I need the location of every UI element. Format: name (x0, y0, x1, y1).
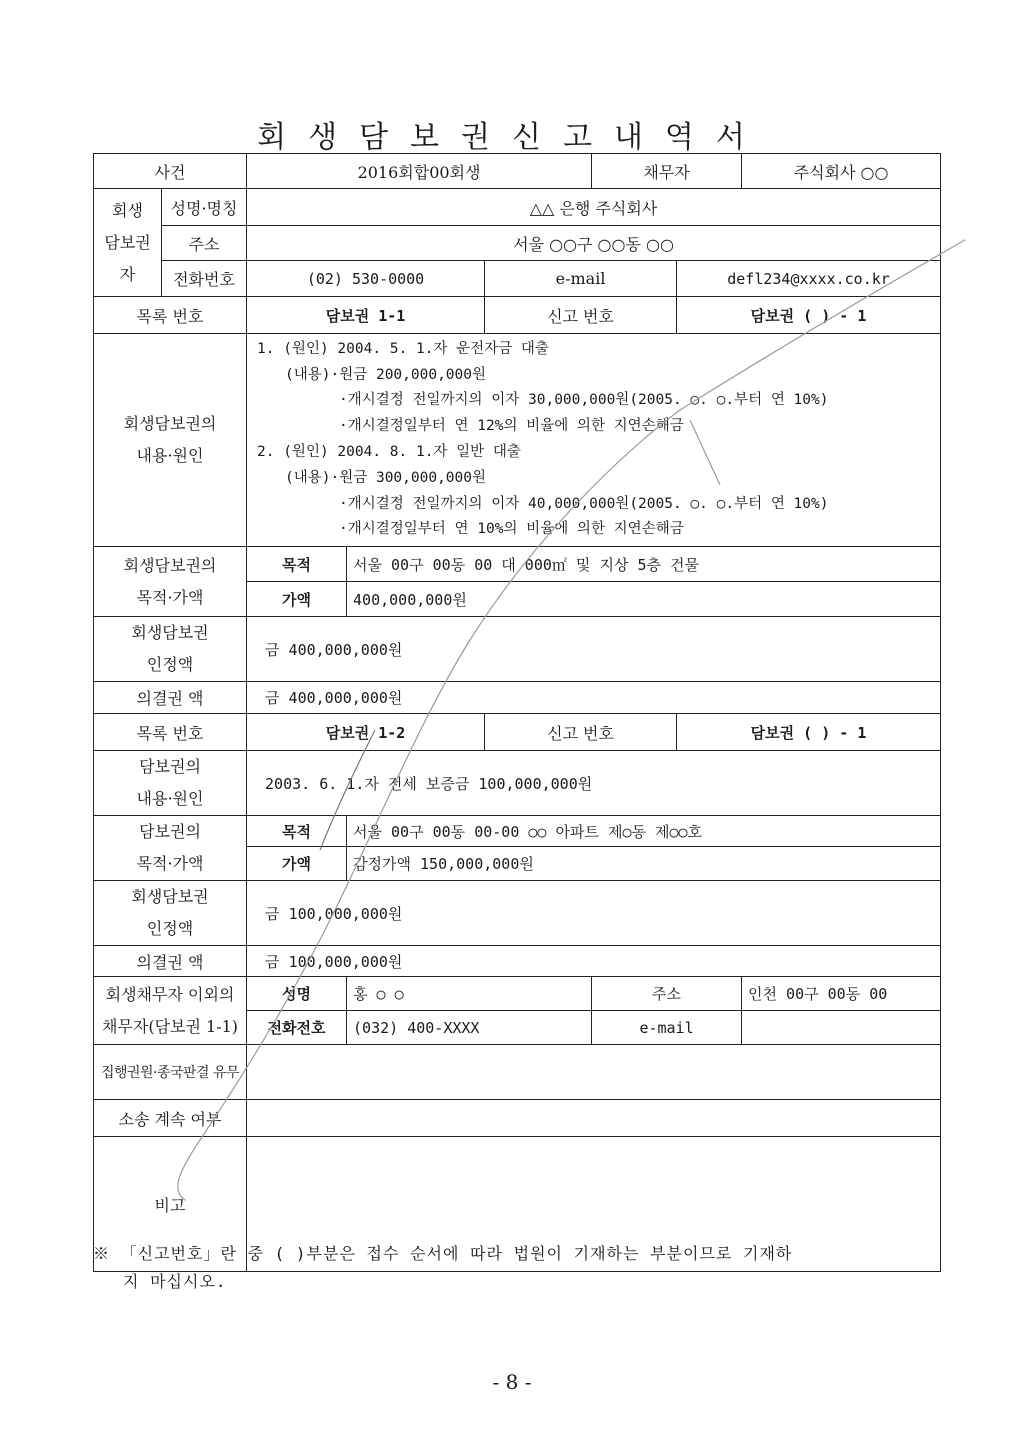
item2-content-label-line2: 내용·원인 (136, 789, 204, 808)
item1-approved-value: 금 400,000,000원 (247, 617, 941, 682)
other-debtor-email-value (742, 1011, 941, 1045)
other-debtor-address-value: 인천 00구 00동 00 (742, 977, 941, 1011)
item1-content-label-line2: 내용·원인 (136, 446, 204, 465)
item2-list-no-value: 담보권 1-2 (247, 714, 485, 751)
page-number: - 8 - (492, 1370, 532, 1394)
item2-purpose-label: 목적 (247, 816, 347, 847)
item1-price-label: 가액 (247, 582, 347, 617)
item2-approved-value: 금 100,000,000원 (247, 881, 941, 946)
other-debtor-email-label: e-mail (592, 1011, 742, 1045)
item1-approved-label-line1: 회생담보권 (131, 623, 209, 642)
item1-content-line: (내용)·원금 300,000,000원 (285, 469, 486, 486)
item1-report-no-label: 신고 번호 (485, 297, 677, 334)
creditor-group-label (94, 189, 162, 297)
item2-approved-label-line1: 회생담보권 (131, 887, 209, 906)
other-debtor-label (94, 977, 247, 1045)
creditor-name-value: △△ 은행 주식회사 (247, 189, 941, 226)
case-value: 2016회합00회생 (247, 154, 592, 189)
other-debtor-address-label: 주소 (592, 977, 742, 1011)
item1-vote-value: 금 400,000,000원 (247, 682, 941, 714)
case-label: 사건 (94, 154, 247, 189)
item2-price-label: 가액 (247, 847, 347, 881)
remarks-label: 비고 (94, 1137, 247, 1272)
item2-content-label-line1: 담보권의 (139, 757, 201, 776)
item1-list-no-value: 담보권 1-1 (247, 297, 485, 334)
item2-approved-label-line2: 인정액 (146, 919, 194, 938)
creditor-label-line2: 담보권자 (104, 232, 151, 284)
item2-price-value: 감정가액 150,000,000원 (347, 847, 941, 881)
item2-report-no-label: 신고 번호 (485, 714, 677, 751)
lawsuit-label: 소송 계속 여부 (94, 1100, 247, 1137)
other-debtor-label-line1: 회생채무자 이외의 (105, 984, 235, 1004)
debtor-value: 주식회사 ○○ (742, 154, 941, 189)
item1-report-no-value: 담보권 ( ) - 1 (677, 297, 941, 334)
item2-purpose-value: 서울 00구 00동 00-00 ○○ 아파트 제○동 제○○호 (347, 816, 941, 847)
item1-content-line: ·개시결정 전일까지의 이자 30,000,000원(2005. ○. ○.부터 연 10%) (339, 392, 829, 409)
creditor-phone-label: 전화번호 (162, 261, 247, 297)
execution-value (247, 1045, 941, 1100)
creditor-label-line1: 회생 (112, 200, 143, 220)
item1-content-line: ·개시결정일부터 연 12%의 비율에 의한 지연손해금 (339, 418, 684, 435)
report-form-table (93, 153, 941, 1272)
item1-content-label-line1: 회생담보권의 (123, 414, 217, 433)
item2-approved-label (94, 881, 247, 946)
other-debtor-phone-value: (032) 400-XXXX (347, 1011, 592, 1045)
item1-list-no-label: 목록 번호 (94, 297, 247, 334)
other-debtor-name-value: 홍 ○ ○ (347, 977, 592, 1011)
item1-content-line: ·개시결정 전일까지의 이자 40,000,000원(2005. ○. ○.부터 연 10%) (339, 495, 829, 512)
other-debtor-label-line2: 채무자(담보권 1-1) (101, 1016, 239, 1036)
item2-vote-label: 의결권 액 (94, 946, 247, 977)
item2-target-label (94, 816, 247, 881)
item1-purpose-value: 서울 00구 00동 00 대 000㎡ 및 지상 5층 건물 (347, 547, 941, 582)
item1-content-line: 2. (원인) 2004. 8. 1.자 일반 대출 (257, 444, 521, 460)
item2-content-value: 2003. 6. 1.자 전세 보증금 100,000,000원 (247, 751, 941, 816)
item1-content (247, 334, 941, 547)
debtor-label: 채무자 (592, 154, 742, 189)
execution-label: 집행권원·종국판결 유무 (94, 1045, 247, 1100)
creditor-email-label: e-mail (485, 261, 677, 297)
item1-approved-label (94, 617, 247, 682)
other-debtor-name-label: 성명 (247, 977, 347, 1011)
other-debtor-phone-label: 전화전호 (247, 1011, 347, 1045)
creditor-name-label: 성명·명칭 (162, 189, 247, 226)
item2-target-label-line2: 목적·가액 (136, 854, 204, 873)
item1-content-label (94, 334, 247, 547)
item1-content-line: 1. (원인) 2004. 5. 1.자 운전자금 대출 (257, 340, 549, 357)
item1-target-label-line1: 회생담보권의 (123, 555, 217, 575)
item2-content-label (94, 751, 247, 816)
footnote-line2: 지 마십시오. (123, 1272, 227, 1291)
item1-vote-label: 의결권 액 (94, 682, 247, 714)
item2-target-label-line1: 담보권의 (139, 822, 201, 841)
item2-report-no-value: 담보권 ( ) - 1 (677, 714, 941, 751)
creditor-address-value: 서울 ○○구 ○○동 ○○ (247, 226, 941, 261)
footnote (93, 1240, 943, 1296)
item1-content-line: ·개시결정일부터 연 10%의 비율에 의한 지연손해금 (339, 521, 684, 538)
item2-list-no-label: 목록 번호 (94, 714, 247, 751)
item1-price-value: 400,000,000원 (347, 582, 941, 617)
creditor-address-label: 주소 (162, 226, 247, 261)
item1-target-label (94, 547, 247, 617)
document-title: 회생담보권신고내역서 (257, 120, 767, 155)
item1-approved-label-line2: 인정액 (146, 655, 194, 674)
item1-content-line: (내용)·원금 200,000,000원 (285, 366, 486, 383)
creditor-phone-value: (02) 530-0000 (247, 261, 485, 297)
lawsuit-value (247, 1100, 941, 1137)
item1-target-label-line2: 목적·가액 (136, 587, 204, 607)
creditor-email-value: defl234@xxxx.co.kr (677, 261, 941, 297)
item2-vote-value: 금 100,000,000원 (247, 946, 941, 977)
item1-purpose-label: 목적 (247, 547, 347, 582)
footnote-line1: ※ 「신고번호」란 중 ( )부분은 접수 순서에 따라 법원이 기재하는 부분이므로 기재하 (93, 1244, 793, 1263)
